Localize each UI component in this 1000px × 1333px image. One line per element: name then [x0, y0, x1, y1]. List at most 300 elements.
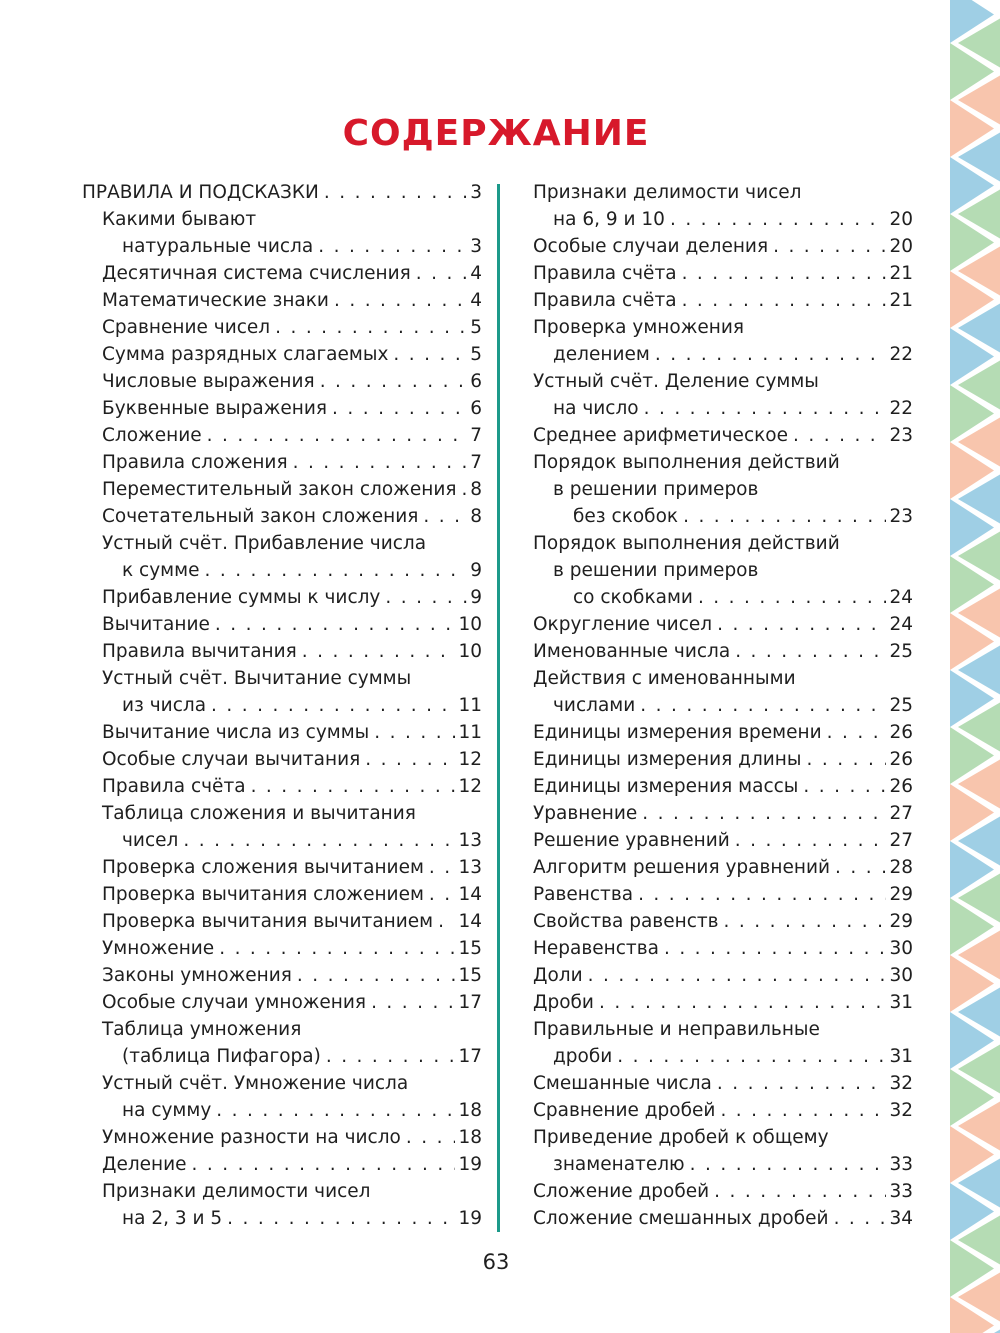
toc-line [533, 827, 913, 854]
dot-leader [642, 800, 886, 827]
toc-entry-page: 14 [458, 884, 482, 905]
toc-entry [82, 584, 482, 611]
page-title: СОДЕРЖАНИЕ [342, 113, 650, 154]
toc-entry-title: Проверка умножения [533, 317, 745, 338]
dot-leader [320, 368, 468, 395]
toc-line [82, 233, 482, 260]
toc-entry-title: Неравенства [533, 938, 659, 959]
toc-entry [82, 530, 482, 584]
dot-leader [393, 341, 467, 368]
toc-line [533, 341, 913, 368]
toc-entry-title: Буквенные выражения [102, 398, 328, 419]
dot-leader [617, 1043, 886, 1070]
toc-entry-title: Правильные и неправильные [533, 1019, 820, 1040]
toc-entry-page: 4 [470, 290, 482, 311]
toc-line [82, 746, 482, 773]
toc-entry [533, 1124, 913, 1178]
dot-leader [793, 422, 886, 449]
dot-leader [682, 287, 887, 314]
toc-entry [82, 719, 482, 746]
toc-entry-page: 24 [889, 614, 913, 635]
toc-entry-page: 27 [889, 830, 913, 851]
toc-line [533, 773, 913, 800]
toc-entry-title: Проверка вычитания сложением [102, 884, 424, 905]
dot-leader [773, 233, 886, 260]
toc-entry-title: Решение уравнений [533, 830, 730, 851]
toc-entry [82, 773, 482, 800]
toc-line [82, 1151, 482, 1178]
toc-entry-title: Именованные числа [533, 641, 731, 662]
toc-entry-title: Равенства [533, 884, 634, 905]
toc-entry [533, 233, 913, 260]
toc-entry-title: Смешанные числа [533, 1073, 712, 1094]
toc-entry [533, 935, 913, 962]
toc-entry-page: 30 [889, 965, 913, 986]
toc-entry-page: 28 [889, 857, 913, 878]
toc-entry-page: 22 [889, 344, 913, 365]
toc-entry [82, 638, 482, 665]
dot-leader [211, 692, 455, 719]
toc-entry [82, 476, 482, 503]
toc-line [533, 314, 913, 341]
toc-entry-page: 13 [458, 830, 482, 851]
toc-line [82, 854, 482, 881]
toc-entry-page: 11 [458, 695, 482, 716]
toc-entry-title: Законы умножения [102, 965, 292, 986]
toc-entry-page: 30 [889, 938, 913, 959]
dot-leader [588, 962, 887, 989]
toc-entry-title: натуральные числа [122, 236, 314, 257]
dot-leader [717, 611, 886, 638]
toc-entry-page: 18 [458, 1100, 482, 1121]
toc-entry-title: Признаки делимости чисел [102, 1181, 371, 1202]
toc-entry-title: в решении примеров [553, 560, 759, 581]
toc-line [533, 206, 913, 233]
toc-entry-title: Умножение разности на число [102, 1127, 401, 1148]
toc-entry-page: 9 [470, 560, 482, 581]
toc-entry [82, 746, 482, 773]
toc-entry [533, 1205, 913, 1232]
toc-line [82, 1070, 482, 1097]
toc-entry-title: (таблица Пифагора) [122, 1046, 321, 1067]
toc-entry-title: ПРАВИЛА И ПОДСКАЗКИ [82, 182, 319, 203]
dot-leader [735, 827, 887, 854]
dot-leader [717, 1070, 887, 1097]
toc-entry [533, 1097, 913, 1124]
toc-entry [82, 854, 482, 881]
toc-entry-title: Правила счёта [533, 263, 677, 284]
toc-entry-title: Единицы измерения длины [533, 749, 802, 770]
toc-entry-page: 7 [470, 452, 482, 473]
toc-entry-page: 33 [889, 1154, 913, 1175]
toc-entry-title: Сложение смешанных дробей [533, 1208, 829, 1229]
toc-entry-title: Свойства равенств [533, 911, 719, 932]
toc-entry [533, 314, 913, 368]
toc-entry-page: 26 [889, 749, 913, 770]
dot-leader [183, 827, 455, 854]
toc-line [533, 881, 913, 908]
toc-line [533, 692, 913, 719]
toc-entry-title: на 6, 9 и 10 [553, 209, 665, 230]
dot-leader [429, 854, 456, 881]
toc-entry-title: Числовые выражения [102, 371, 315, 392]
toc-entry [82, 1016, 482, 1070]
toc-line [82, 395, 482, 422]
toc-line [533, 449, 913, 476]
toc-entry-page: 29 [889, 884, 913, 905]
toc-entry-title: Переместительный закон сложения [102, 479, 457, 500]
toc-entry-page: 21 [889, 290, 913, 311]
toc-entry-page: 19 [458, 1208, 482, 1229]
toc-line [82, 314, 482, 341]
toc-line [533, 611, 913, 638]
toc-entry-title: со скобками [573, 587, 693, 608]
toc-entry-page: 7 [470, 425, 482, 446]
toc-entry-title: Среднее арифметическое [533, 425, 788, 446]
toc-line [533, 746, 913, 773]
toc-entry-title: Прибавление суммы к числу [102, 587, 381, 608]
dot-leader [227, 1205, 455, 1232]
toc-entry [533, 1016, 913, 1070]
toc-entry-page: 26 [889, 776, 913, 797]
toc-line [82, 692, 482, 719]
toc-entry-title: дроби [553, 1046, 613, 1067]
toc-entry [533, 773, 913, 800]
toc-entry-title: Признаки делимости чисел [533, 182, 802, 203]
toc-entry [533, 881, 913, 908]
dot-leader [219, 935, 455, 962]
toc-line [82, 1124, 482, 1151]
toc-entry-title: Проверка сложения вычитанием [102, 857, 424, 878]
toc-entry-page: 17 [458, 992, 482, 1013]
toc-entry [82, 260, 482, 287]
toc-entry [533, 827, 913, 854]
toc-left-column [82, 179, 482, 1232]
toc-entry-title: Порядок выполнения действий [533, 452, 840, 473]
toc-line [82, 260, 482, 287]
toc-entry-title: Вычитание числа из суммы [102, 722, 370, 743]
toc-entry-title: Сложение [102, 425, 202, 446]
toc-entry-title: на 2, 3 и 5 [122, 1208, 223, 1229]
toc-entry [533, 989, 913, 1016]
toc-entry-page: 9 [470, 587, 482, 608]
toc-line [82, 206, 482, 233]
toc-line [533, 368, 913, 395]
toc-line [533, 287, 913, 314]
toc-line [533, 638, 913, 665]
toc-line [533, 1124, 913, 1151]
toc-entry-page: 27 [889, 803, 913, 824]
toc-line [82, 422, 482, 449]
toc-line [533, 908, 913, 935]
toc-entry-title: делением [553, 344, 650, 365]
toc-entry-page: 15 [458, 938, 482, 959]
toc-line [533, 557, 913, 584]
dot-leader [682, 260, 887, 287]
toc-entry-page: 25 [889, 695, 913, 716]
toc-entry [82, 422, 482, 449]
dot-leader [204, 557, 467, 584]
toc-entry-title: Деление [102, 1154, 187, 1175]
toc-entry-title: Округление чисел [533, 614, 713, 635]
toc-entry [82, 665, 482, 719]
toc-entry-page: 19 [458, 1154, 482, 1175]
toc-entry [533, 449, 913, 530]
toc-entry [533, 908, 913, 935]
dot-leader [207, 422, 468, 449]
toc-entry-title: чисел [122, 830, 179, 851]
dot-leader [644, 395, 887, 422]
toc-line [533, 1043, 913, 1070]
toc-entry-title: из числа [122, 695, 207, 716]
toc-entry-page: 34 [889, 1208, 913, 1229]
toc-line [82, 341, 482, 368]
toc-line [82, 179, 482, 206]
toc-entry [82, 1124, 482, 1151]
toc-entry-title: Сравнение дробей [533, 1100, 716, 1121]
toc-entry-page: 3 [470, 236, 482, 257]
toc-entry-title: Действия с именованными [533, 668, 796, 689]
toc-line [82, 827, 482, 854]
toc-entry [533, 800, 913, 827]
dot-leader [326, 1043, 456, 1070]
toc-line [533, 1151, 913, 1178]
toc-entry-page: 31 [889, 992, 913, 1013]
toc-line [533, 503, 913, 530]
toc-entry-page: 21 [889, 263, 913, 284]
toc-line [82, 908, 482, 935]
toc-entry-page: 23 [889, 425, 913, 446]
toc-entry [82, 287, 482, 314]
toc-line [533, 1097, 913, 1124]
toc-entry-title: Порядок выполнения действий [533, 533, 840, 554]
toc-entry-title: на число [553, 398, 639, 419]
toc-entry [82, 368, 482, 395]
dot-leader [698, 584, 887, 611]
dot-leader [461, 476, 467, 503]
dot-leader [827, 719, 887, 746]
toc-entry-page: 5 [470, 317, 482, 338]
dot-leader [599, 989, 887, 1016]
toc-right-column [533, 179, 913, 1232]
dot-leader [735, 638, 886, 665]
toc-entry-page: 10 [458, 614, 482, 635]
dot-leader [807, 746, 887, 773]
dot-leader [251, 773, 456, 800]
toc-entry [82, 611, 482, 638]
toc-entry-title: Дроби [533, 992, 594, 1013]
toc-entry-title: Особые случаи вычитания [102, 749, 361, 770]
toc-entry-page: 18 [458, 1127, 482, 1148]
toc-entry-page: 32 [889, 1100, 913, 1121]
toc-entry-page: 22 [889, 398, 913, 419]
toc-entry-page: 31 [889, 1046, 913, 1067]
toc-entry-page: 5 [470, 344, 482, 365]
toc-entry-title: Единицы измерения времени [533, 722, 822, 743]
toc-line [82, 800, 482, 827]
toc-line [82, 557, 482, 584]
toc-line [533, 233, 913, 260]
toc-entry [533, 854, 913, 881]
dot-leader [720, 1097, 886, 1124]
toc-line [82, 1097, 482, 1124]
toc-entry-page: 4 [470, 263, 482, 284]
toc-entry [533, 179, 913, 233]
toc-entry-page: 3 [470, 182, 482, 203]
toc-entry-title: числами [553, 695, 636, 716]
toc-entry-title: Устный счёт. Прибавление числа [102, 533, 427, 554]
toc-line [533, 935, 913, 962]
toc-line [82, 503, 482, 530]
toc-line [82, 584, 482, 611]
toc-entry [533, 611, 913, 638]
toc-entry-title: Какими бывают [102, 209, 257, 230]
toc-entry-page: 17 [458, 1046, 482, 1067]
toc-line [533, 422, 913, 449]
toc-entry [82, 881, 482, 908]
toc-entry-title: Алгоритм решения уравнений [533, 857, 831, 878]
toc-entry-title: знаменателю [553, 1154, 685, 1175]
toc-line [82, 773, 482, 800]
dot-leader [429, 881, 456, 908]
toc-line [533, 854, 913, 881]
dot-leader [324, 179, 467, 206]
toc-entry [82, 179, 482, 206]
toc-entry-page: 24 [889, 587, 913, 608]
toc-line [533, 665, 913, 692]
toc-line [82, 368, 482, 395]
dot-leader [724, 908, 887, 935]
toc-entry-title: в решении примеров [553, 479, 759, 500]
dot-leader [216, 1097, 455, 1124]
dot-leader [683, 503, 886, 530]
toc-entry-title: Математические знаки [102, 290, 329, 311]
toc-line [82, 935, 482, 962]
toc-line [533, 989, 913, 1016]
toc-entry-title: Умножение [102, 938, 215, 959]
dot-leader [406, 1124, 456, 1151]
dot-leader [664, 935, 887, 962]
toc-entry-page: 8 [470, 506, 482, 527]
toc-entry-page: 26 [889, 722, 913, 743]
toc-entry-title: Сумма разрядных слагаемых [102, 344, 389, 365]
toc-entry-title: Особые случаи деления [533, 236, 769, 257]
toc-entry [82, 206, 482, 260]
dot-leader [714, 1178, 886, 1205]
toc-entry-title: без скобок [573, 506, 679, 527]
toc-entry-title: Правила счёта [102, 776, 246, 797]
toc-line [82, 611, 482, 638]
dot-leader [423, 503, 467, 530]
toc-entry [533, 1070, 913, 1097]
toc-entry [82, 800, 482, 854]
toc-entry-title: к сумме [122, 560, 200, 581]
toc-entry-page: 11 [458, 722, 482, 743]
toc-entry-title: Таблица умножения [102, 1019, 302, 1040]
toc-line [533, 1178, 913, 1205]
toc-entry-title: Правила сложения [102, 452, 288, 473]
toc-entry-page: 12 [458, 749, 482, 770]
decorative-triangle-border [950, 0, 1000, 1333]
toc-entry [533, 746, 913, 773]
toc-entry [533, 287, 913, 314]
toc-entry-title: Устный счёт. Умножение числа [102, 1073, 409, 1094]
toc-entry-page: 6 [470, 371, 482, 392]
toc-line [533, 395, 913, 422]
toc-entry [533, 1178, 913, 1205]
toc-entry [82, 962, 482, 989]
toc-line [533, 1205, 913, 1232]
dot-leader [638, 881, 886, 908]
dot-leader [192, 1151, 456, 1178]
toc-entry [533, 260, 913, 287]
toc-entry [82, 314, 482, 341]
dot-leader [297, 962, 456, 989]
toc-entry-title: Сочетательный закон сложения [102, 506, 419, 527]
dot-leader [655, 341, 887, 368]
toc-entry [533, 962, 913, 989]
toc-entry-page: 33 [889, 1181, 913, 1202]
toc-entry-title: Уравнение [533, 803, 638, 824]
toc-entry-page: 13 [458, 857, 482, 878]
dot-leader [365, 746, 455, 773]
toc-entry-title: Вычитание [102, 614, 210, 635]
toc-entry-page: 15 [458, 965, 482, 986]
dot-leader [690, 1151, 887, 1178]
toc-entry-title: Особые случаи умножения [102, 992, 367, 1013]
toc-entry-page: 32 [889, 1073, 913, 1094]
toc-line [533, 800, 913, 827]
toc-line [82, 1205, 482, 1232]
dot-leader [318, 233, 467, 260]
dot-leader [374, 719, 455, 746]
dot-leader [293, 449, 468, 476]
toc-line [82, 881, 482, 908]
toc-entry-title: Единицы измерения массы [533, 776, 799, 797]
toc-line [82, 476, 482, 503]
dot-leader [275, 314, 467, 341]
dot-leader [332, 395, 467, 422]
dot-leader [834, 1205, 887, 1232]
toc-entry-page: 6 [470, 398, 482, 419]
toc-entry-page: 20 [889, 236, 913, 257]
dot-leader [670, 206, 887, 233]
dot-leader [803, 773, 886, 800]
toc-entry-title: Правила вычитания [102, 641, 297, 662]
toc-entry [533, 368, 913, 422]
toc-entry-page: 14 [458, 911, 482, 932]
toc-entry-page: 23 [889, 506, 913, 527]
toc-line [533, 476, 913, 503]
toc-line [533, 584, 913, 611]
toc-line [533, 1016, 913, 1043]
dot-leader [835, 854, 886, 881]
toc-line [82, 530, 482, 557]
toc-entry [82, 341, 482, 368]
toc-line [82, 287, 482, 314]
toc-entry [82, 395, 482, 422]
toc-entry-title: Десятичная система счисления [102, 263, 411, 284]
toc-entry-page: 12 [458, 776, 482, 797]
toc-line [82, 1043, 482, 1070]
dot-leader [416, 260, 467, 287]
toc-entry [82, 1178, 482, 1232]
toc-line [82, 638, 482, 665]
toc-line [533, 962, 913, 989]
dot-leader [302, 638, 456, 665]
toc-entry-title: Доли [533, 965, 583, 986]
toc-entry-title: Устный счёт. Вычитание суммы [102, 668, 412, 689]
